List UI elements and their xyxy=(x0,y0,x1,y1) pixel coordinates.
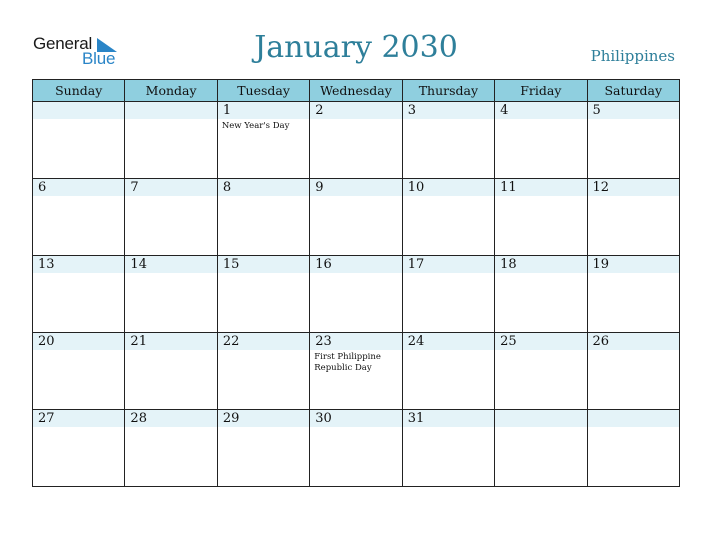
weekday-thursday: Thursday xyxy=(402,80,494,102)
day-number: 9 xyxy=(310,179,401,196)
day-number: 3 xyxy=(403,102,494,119)
day-cell xyxy=(310,179,402,256)
day-cell xyxy=(402,102,494,179)
day-number: 27 xyxy=(33,410,124,427)
day-cell xyxy=(33,410,125,487)
day-number: 14 xyxy=(125,256,216,273)
week-row xyxy=(33,333,680,410)
day-number: 15 xyxy=(218,256,309,273)
country-label: Philippines xyxy=(590,47,675,65)
day-cell xyxy=(310,333,402,410)
day-cell xyxy=(125,410,217,487)
day-cell xyxy=(495,410,587,487)
day-cell xyxy=(495,179,587,256)
day-cell xyxy=(310,410,402,487)
day-number: 5 xyxy=(588,102,679,119)
day-cell xyxy=(217,256,309,333)
day-number: 1 xyxy=(218,102,309,119)
day-cell xyxy=(310,256,402,333)
day-cell xyxy=(495,256,587,333)
day-number: 18 xyxy=(495,256,586,273)
day-cell xyxy=(217,333,309,410)
day-number: 11 xyxy=(495,179,586,196)
day-number: 2 xyxy=(310,102,401,119)
day-cell xyxy=(33,102,125,179)
weekday-sunday: Sunday xyxy=(33,80,125,102)
logo-word-general: General xyxy=(33,34,93,53)
day-cell xyxy=(217,102,309,179)
week-row xyxy=(33,102,680,179)
calendar-title: January 2030 xyxy=(254,30,458,65)
calendar-grid xyxy=(32,79,680,487)
day-cell xyxy=(495,102,587,179)
day-number xyxy=(588,410,679,427)
weekday-header-row xyxy=(33,80,680,102)
day-number: 20 xyxy=(33,333,124,350)
day-cell xyxy=(402,410,494,487)
day-number xyxy=(125,102,216,119)
weekday-wednesday: Wednesday xyxy=(310,80,402,102)
weekday-saturday: Saturday xyxy=(587,80,679,102)
day-number: 30 xyxy=(310,410,401,427)
day-number: 12 xyxy=(588,179,679,196)
day-number: 6 xyxy=(33,179,124,196)
day-cell xyxy=(33,179,125,256)
weekday-monday: Monday xyxy=(125,80,217,102)
week-row xyxy=(33,410,680,487)
day-cell xyxy=(217,179,309,256)
day-cell xyxy=(217,410,309,487)
week-row xyxy=(33,256,680,333)
holiday-label: New Year's Day xyxy=(221,121,290,131)
day-number: 7 xyxy=(125,179,216,196)
day-number: 8 xyxy=(218,179,309,196)
day-cell xyxy=(33,256,125,333)
day-number: 23 xyxy=(310,333,401,350)
day-number: 16 xyxy=(310,256,401,273)
day-number: 4 xyxy=(495,102,586,119)
weekday-friday: Friday xyxy=(495,80,587,102)
day-cell xyxy=(587,256,679,333)
day-number: 28 xyxy=(125,410,216,427)
day-cell xyxy=(310,102,402,179)
day-number: 31 xyxy=(403,410,494,427)
weekday-tuesday: Tuesday xyxy=(217,80,309,102)
day-number: 22 xyxy=(218,333,309,350)
day-cell xyxy=(587,102,679,179)
day-number xyxy=(495,410,586,427)
day-number: 26 xyxy=(588,333,679,350)
day-cell xyxy=(125,333,217,410)
day-cell xyxy=(587,179,679,256)
day-cell xyxy=(402,256,494,333)
day-cell xyxy=(402,333,494,410)
day-number: 17 xyxy=(403,256,494,273)
day-number xyxy=(33,102,124,119)
day-number: 19 xyxy=(588,256,679,273)
day-number: 10 xyxy=(403,179,494,196)
day-cell xyxy=(125,256,217,333)
day-cell xyxy=(402,179,494,256)
day-cell xyxy=(587,410,679,487)
day-cell xyxy=(125,102,217,179)
day-number: 25 xyxy=(495,333,586,350)
day-cell xyxy=(125,179,217,256)
week-row xyxy=(33,179,680,256)
holiday-label: First Philippine Republic Day xyxy=(314,352,381,373)
day-cell xyxy=(495,333,587,410)
day-number: 13 xyxy=(33,256,124,273)
day-number: 29 xyxy=(218,410,309,427)
day-number: 21 xyxy=(125,333,216,350)
day-number: 24 xyxy=(403,333,494,350)
day-cell xyxy=(587,333,679,410)
logo-word-blue: Blue xyxy=(82,49,116,68)
day-cell xyxy=(33,333,125,410)
